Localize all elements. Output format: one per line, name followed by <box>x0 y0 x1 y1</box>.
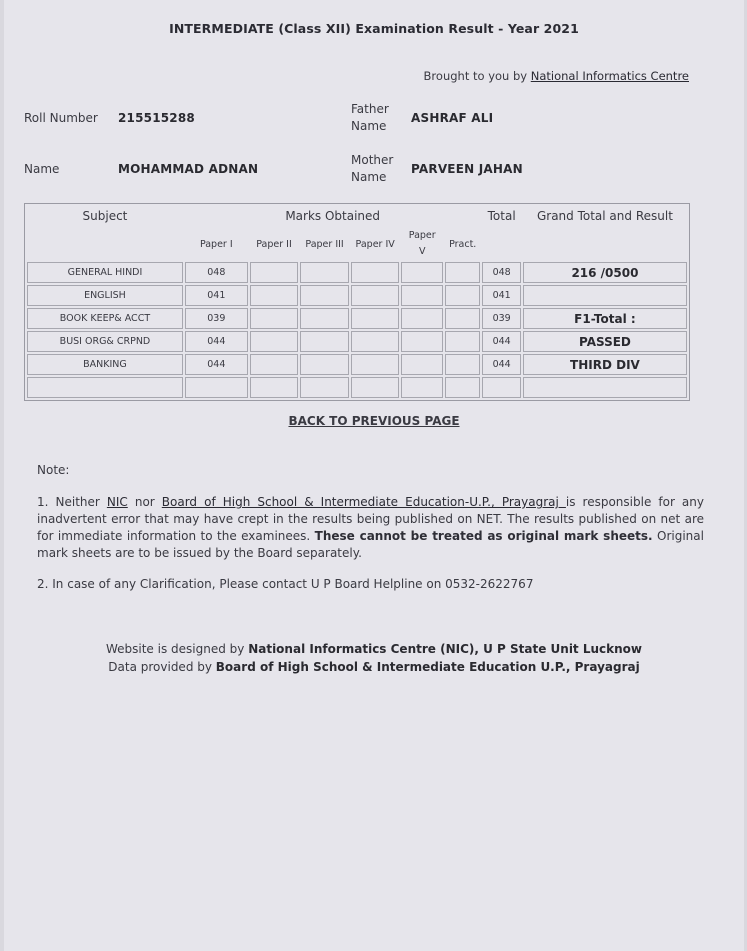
paper-3-cell <box>300 354 349 375</box>
father-name-label <box>351 101 411 135</box>
subject-header: Subject <box>82 209 128 223</box>
note-1 <box>37 494 704 562</box>
paper-4-header: Paper IV <box>355 238 395 250</box>
pract-cell <box>445 331 480 352</box>
note-2: 2. In case of any Clarification, Please contact U P Board Helpline on 0532-2622767 <box>37 577 534 591</box>
result-cell: PASSED <box>523 331 687 352</box>
total-cell: 048 <box>482 262 520 283</box>
paper-header-row <box>27 228 687 260</box>
paper-3-cell <box>300 331 349 352</box>
mother-name-value: PARVEEN JAHAN <box>411 162 523 176</box>
subject-cell: ENGLISH <box>27 285 183 306</box>
paper-5-cell <box>401 262 443 283</box>
footer-prefix: Data provided by <box>108 660 216 674</box>
paper-3-cell <box>300 308 349 329</box>
name-label: Name <box>24 162 60 176</box>
paper-4-cell <box>351 262 400 283</box>
paper-2-cell <box>250 331 299 352</box>
name-value: MOHAMMAD ADNAN <box>118 162 259 176</box>
footer-board: Board of High School & Intermediate Education U.P., Prayagraj <box>215 660 640 674</box>
paper-2-cell <box>250 308 299 329</box>
empty-cell <box>401 377 443 398</box>
roll-number-value: 215515288 <box>118 111 195 125</box>
note-title: Note: <box>37 463 70 477</box>
empty-cell <box>351 377 400 398</box>
subject-cell: BOOK KEEP& ACCT <box>27 308 183 329</box>
result-cell: THIRD DIV <box>523 354 687 375</box>
footer-nic: National Informatics Centre (NIC), U P State Unit Lucknow <box>248 642 643 656</box>
total-cell: 044 <box>482 354 520 375</box>
blank-cell <box>482 228 520 260</box>
paper-1-cell: 048 <box>185 262 248 283</box>
footer-prefix: Website is designed by <box>105 642 249 656</box>
result-cell: 216 /0500 <box>523 262 687 283</box>
empty-cell <box>445 377 480 398</box>
empty-cell <box>523 377 687 398</box>
page-title: INTERMEDIATE (Class XII) Examination Result - Year 2021 <box>169 21 579 36</box>
paper-4-cell <box>351 331 400 352</box>
paper-1-header: Paper I <box>199 238 233 250</box>
marks-header: Marks Obtained <box>285 209 381 223</box>
paper-1-cell: 044 <box>185 331 248 352</box>
father-label-line2: Name <box>351 119 387 133</box>
empty-cell <box>185 377 248 398</box>
empty-cell <box>300 377 349 398</box>
pract-cell <box>445 308 480 329</box>
result-sheet <box>4 0 744 951</box>
paper-1-cell: 044 <box>185 354 248 375</box>
footer-line-2 <box>4 658 744 676</box>
paper-5-cell <box>401 285 443 306</box>
marks-table <box>24 203 690 401</box>
paper-2-cell <box>250 262 299 283</box>
paper-5-cell <box>401 331 443 352</box>
subject-cell: BUSI ORG& CRPND <box>27 331 183 352</box>
paper-5-cell <box>401 308 443 329</box>
paper-2-cell <box>250 354 299 375</box>
table-header-row <box>27 206 687 226</box>
mother-label-line2: Name <box>351 170 387 184</box>
paper-4-cell <box>351 308 400 329</box>
empty-cell <box>27 377 183 398</box>
paper-4-cell <box>351 354 400 375</box>
paper-1-cell: 039 <box>185 308 248 329</box>
pract-cell <box>445 354 480 375</box>
paper-5-header: Paper V <box>408 230 436 257</box>
pract-header: Pract. <box>449 238 477 250</box>
footer-line-1 <box>4 640 744 658</box>
mother-label-line1: Mother <box>351 153 394 167</box>
paper-2-cell <box>250 285 299 306</box>
total-cell: 044 <box>482 331 520 352</box>
paper-3-cell <box>300 262 349 283</box>
total-cell: 041 <box>482 285 520 306</box>
table-row <box>27 308 687 329</box>
result-cell: F1-Total : <box>523 308 687 329</box>
paper-4-cell <box>351 285 400 306</box>
note-1-emphasis: These cannot be treated as original mark sheets. <box>314 529 653 543</box>
father-name-value: ASHRAF ALI <box>411 111 494 125</box>
back-to-previous-page-link[interactable]: BACK TO PREVIOUS PAGE <box>288 414 460 428</box>
empty-cell <box>482 377 520 398</box>
table-row <box>27 285 687 306</box>
result-cell <box>523 285 687 306</box>
note-1-text: is responsible for any inadvertent error that may have crept in the results being published on NET. The results published on net are for immediate information to the examinees. <box>37 495 704 543</box>
empty-cell <box>250 377 299 398</box>
subject-cell: BANKING <box>27 354 183 375</box>
total-cell: 039 <box>482 308 520 329</box>
father-label-line1: Father <box>351 102 389 116</box>
paper-3-cell <box>300 285 349 306</box>
pract-cell <box>445 262 480 283</box>
table-row-empty <box>27 377 687 398</box>
pract-cell <box>445 285 480 306</box>
note-1-text: nor <box>127 495 162 509</box>
nic-link[interactable]: National Informatics Centre <box>530 69 689 83</box>
brought-by-prefix: Brought to you by <box>423 69 528 83</box>
mother-name-label <box>351 152 411 186</box>
paper-1-cell: 041 <box>185 285 248 306</box>
blank-cell <box>523 228 687 260</box>
board-ref: Board of High School & Intermediate Education-U.P., Prayagraj <box>161 495 566 509</box>
table-row <box>27 331 687 352</box>
footer <box>4 640 744 676</box>
total-header: Total <box>487 209 516 223</box>
table-row <box>27 262 687 283</box>
table-row <box>27 354 687 375</box>
paper-3-header: Paper III <box>305 238 344 250</box>
paper-2-header: Paper II <box>256 238 292 250</box>
grand-total-header: Grand Total and Result <box>536 209 673 223</box>
note-1-text: Original mark sheets are to be issued by the Board separately. <box>37 529 704 560</box>
nic-ref: NIC <box>106 495 128 509</box>
paper-5-cell <box>401 354 443 375</box>
roll-number-label: Roll Number <box>24 111 98 125</box>
subject-cell: GENERAL HINDI <box>27 262 183 283</box>
blank-cell <box>27 228 183 260</box>
brought-by-line <box>424 69 689 83</box>
note-1-text: 1. Neither <box>37 495 107 509</box>
